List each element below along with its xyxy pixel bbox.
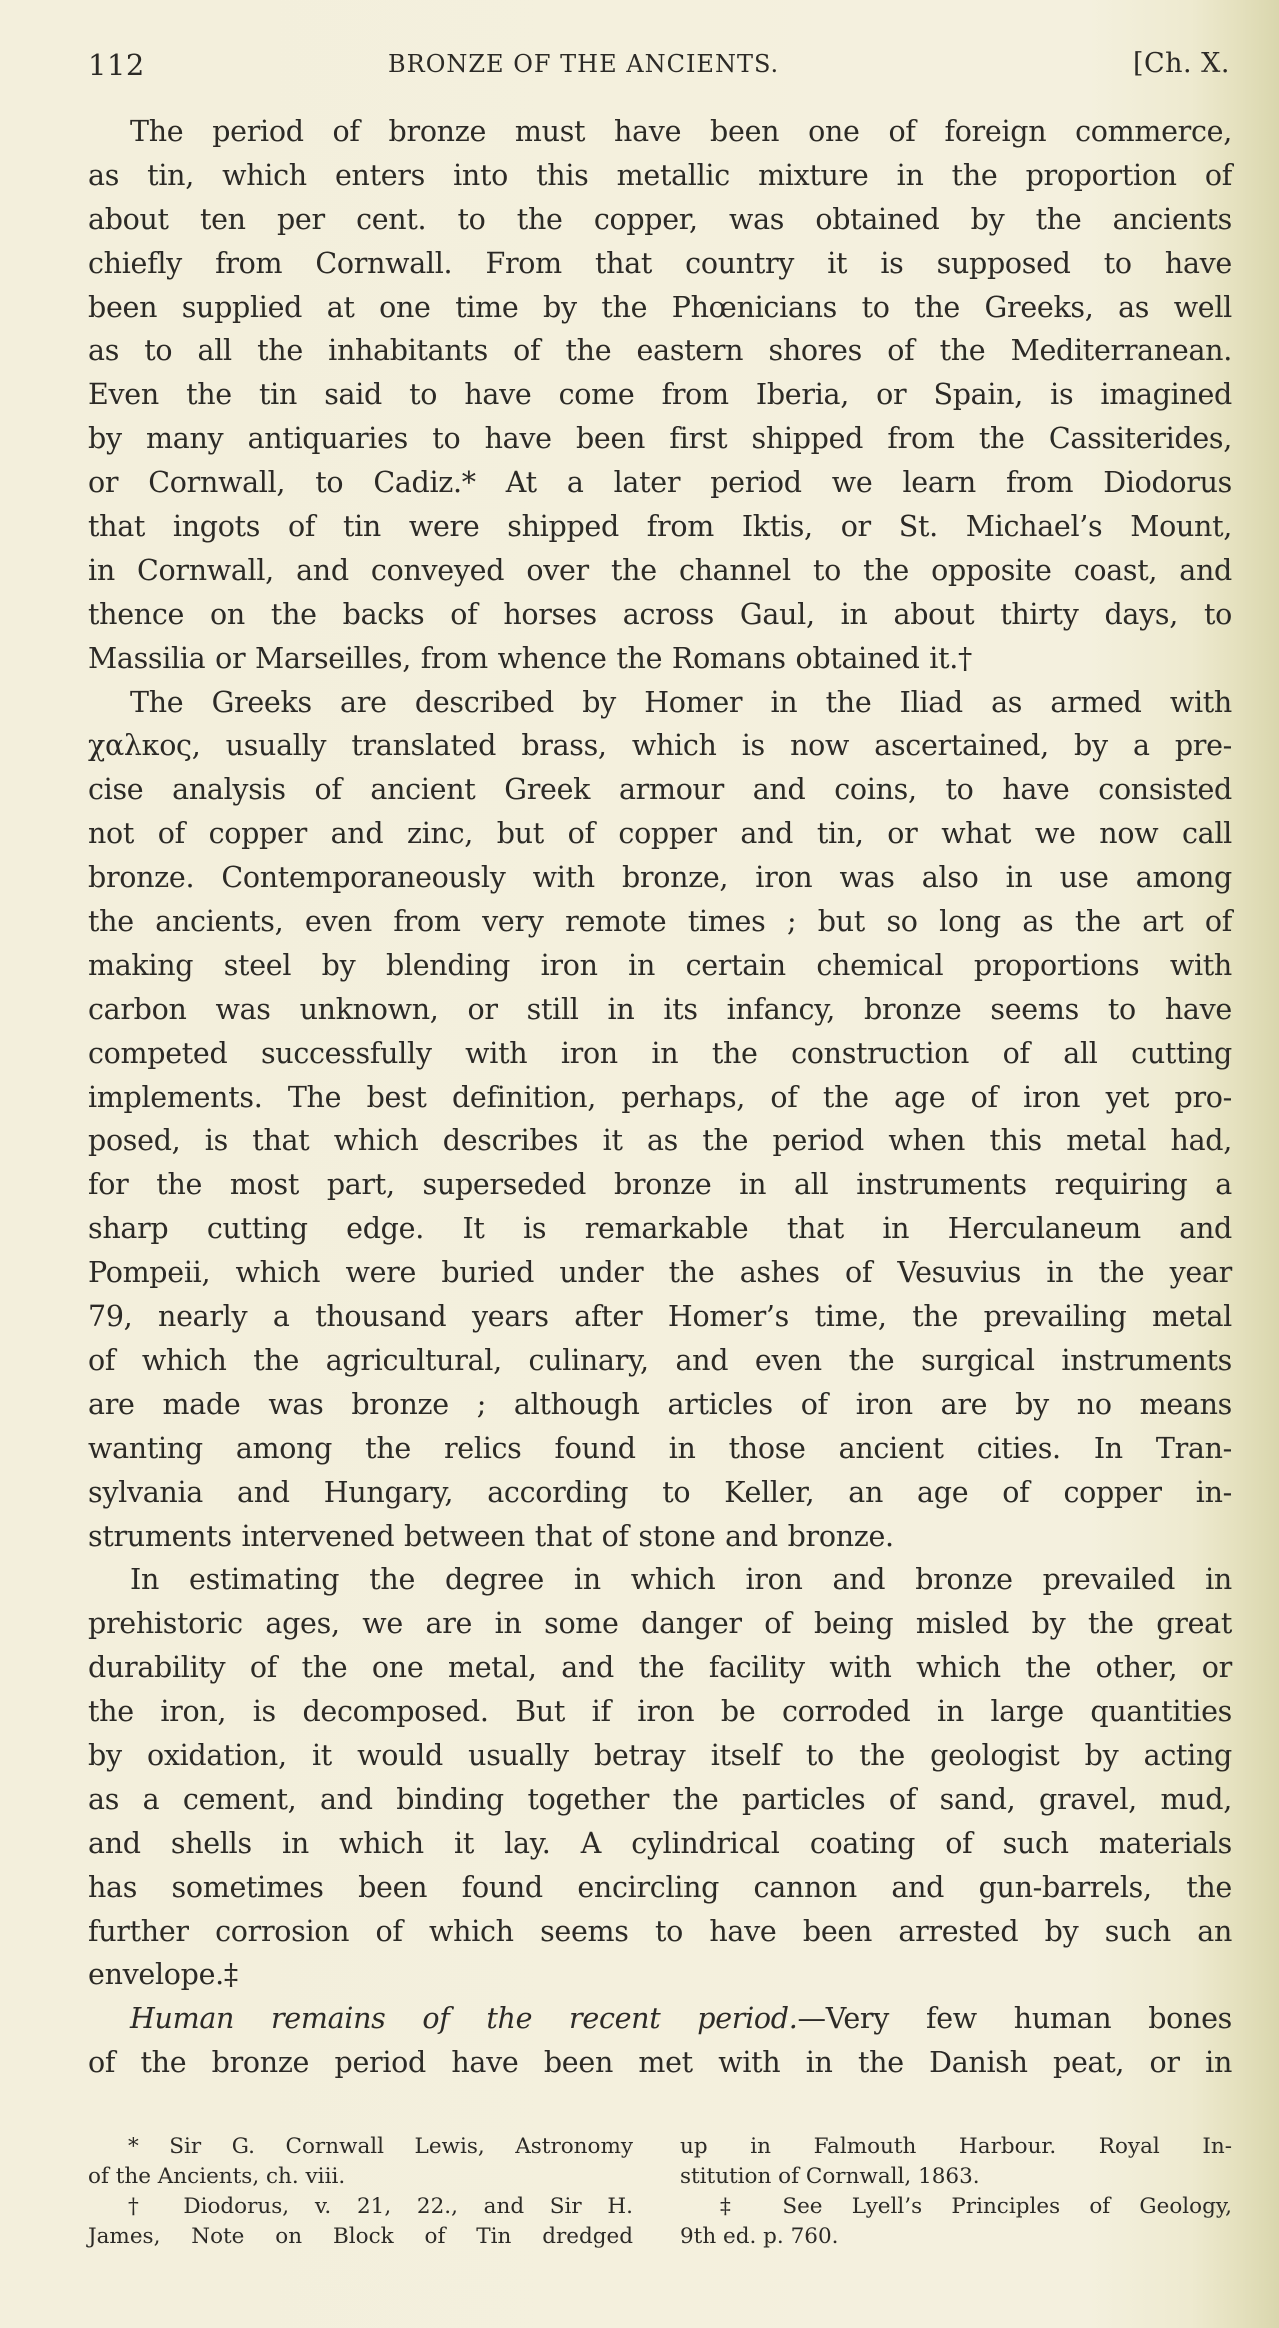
line-text: of which the agricultural, culinary, and even the surgical instruments	[88, 1343, 1232, 1377]
line-text: about ten per cent. to the copper, was obtained by the ancients	[88, 202, 1232, 236]
text-line	[88, 461, 1232, 505]
line-text: by oxidation, it would usually betray itself to the geologist by acting	[88, 1738, 1232, 1772]
line-text: making steel by blending iron in certain chemical proportions with	[88, 948, 1232, 982]
text-line	[88, 198, 1232, 242]
text-line	[88, 1471, 1232, 1515]
text-line	[88, 1251, 1232, 1295]
line-text: as a cement, and binding together the particles of sand, gravel, mud,	[88, 1782, 1232, 1816]
footnote-line: of the Ancients, ch. viii.	[88, 2164, 346, 2189]
footnote-line: 9th ed. p. 760.	[680, 2224, 839, 2249]
line-text: as to all the inhabitants of the eastern shores of the Mediterranean.	[88, 334, 1232, 368]
text-line	[88, 549, 1232, 593]
footnotes	[88, 2132, 1232, 2252]
line-text: Even the tin said to have come from Iberia, or Spain, is imagined	[88, 378, 1232, 412]
line-text: —Very few human bones	[797, 2002, 1232, 2036]
line-text: prehistoric ages, we are in some danger of being misled by the great	[88, 1607, 1232, 1641]
line-text: χαλκος, usually translated brass, which is now ascertained, by a pre-	[88, 729, 1232, 763]
footnote-line: † Diodorus, v. 21, 22., and Sir H.	[128, 2194, 633, 2219]
text-line	[88, 505, 1232, 549]
line-text: the ancients, even from very remote times ; but so long as the art of	[88, 905, 1232, 939]
line-text: been supplied at one time by the Phœnicians to the Greeks, as well	[88, 290, 1232, 324]
text-line	[88, 1163, 1232, 1207]
text-line	[88, 900, 1232, 944]
chapter-marker: [Ch. X.	[1132, 48, 1230, 79]
text-line	[88, 1602, 1232, 1646]
line-text: not of copper and zinc, but of copper and tin, or what we now call	[88, 817, 1232, 851]
running-title: BRONZE OF THE ANCIENTS.	[388, 50, 780, 78]
footnote-line: ‡ See Lyell’s Principles of Geology,	[720, 2194, 1232, 2219]
text-line	[88, 1427, 1232, 1471]
line-text: In estimating the degree in which iron and bronze prevailed in	[130, 1563, 1232, 1597]
footnotes-right-column	[680, 2132, 1232, 2252]
text-line	[88, 944, 1232, 988]
line-text: for the most part, superseded bronze in all instruments requiring a	[88, 1168, 1232, 1202]
line-text: Pompeii, which were buried under the ashes of Vesuvius in the year	[88, 1256, 1232, 1290]
line-text: competed successfully with iron in the construction of all cutting	[88, 1036, 1232, 1070]
text-line	[88, 1076, 1232, 1120]
text-line	[88, 637, 1232, 681]
page-number: 112	[88, 48, 145, 82]
line-text: further corrosion of which seems to have been arrested by such an	[88, 1914, 1232, 1948]
line-text: implements. The best definition, perhaps, of the age of iron yet pro-	[88, 1080, 1232, 1114]
line-text: durability of the one metal, and the facility with which the other, or	[88, 1651, 1232, 1685]
text-line	[88, 1032, 1232, 1076]
line-text: carbon was unknown, or still in its infancy, bronze seems to have	[88, 992, 1232, 1026]
text-line	[88, 417, 1232, 461]
text-line	[88, 373, 1232, 417]
text-line	[88, 593, 1232, 637]
line-text: envelope.‡	[88, 1958, 238, 1992]
line-text: in Cornwall, and conveyed over the channel to the opposite coast, and	[88, 553, 1232, 587]
line-text: or Cornwall, to Cadiz.* At a later period we learn from Diodorus	[88, 466, 1232, 500]
line-text: sharp cutting edge. It is remarkable that in Herculaneum and	[88, 1212, 1232, 1246]
text-line	[88, 1778, 1232, 1822]
line-text: of the bronze period have been met with in the Danish peat, or in	[88, 2046, 1232, 2080]
line-text: The period of bronze must have been one of foreign commerce,	[130, 115, 1232, 148]
line-text: bronze. Contemporaneously with bronze, iron was also in use among	[88, 861, 1232, 895]
running-header	[88, 48, 1232, 88]
line-text: are made was bronze ; although articles of iron are by no means	[88, 1387, 1232, 1421]
text-line	[88, 812, 1232, 856]
text-line	[88, 1339, 1232, 1383]
text-line	[88, 1207, 1232, 1251]
text-line	[88, 1119, 1232, 1163]
line-text: posed, is that which describes it as the period when this metal had,	[88, 1124, 1232, 1158]
text-line	[88, 988, 1232, 1032]
text-line	[88, 681, 1232, 725]
text-line	[88, 768, 1232, 812]
footnote-line: James, Note on Block of Tin dredged	[88, 2224, 633, 2249]
text-line	[88, 1515, 1232, 1559]
text-line	[88, 724, 1232, 768]
text-line	[88, 1734, 1232, 1778]
line-text: sylvania and Hungary, according to Keller, an age of copper in-	[88, 1475, 1232, 1509]
line-text: struments intervened between that of stone and bronze.	[88, 1519, 894, 1553]
line-text: that ingots of tin were shipped from Iktis, or St. Michael’s Mount,	[88, 510, 1232, 544]
footnote-line: up in Falmouth Harbour. Royal In-	[680, 2134, 1232, 2159]
line-text: cise analysis of ancient Greek armour and coins, to have consisted	[88, 773, 1232, 807]
text-line	[88, 1383, 1232, 1427]
footnote-line: stitution of Cornwall, 1863.	[680, 2164, 980, 2189]
line-text: as tin, which enters into this metallic mixture in the proportion of	[88, 158, 1232, 192]
text-line	[88, 2041, 1232, 2085]
line-text: by many antiquaries to have been first shipped from the Cassiterides,	[88, 422, 1232, 456]
body-text	[88, 110, 1232, 2085]
text-line	[88, 856, 1232, 900]
text-line	[88, 1953, 1232, 1997]
text-line	[88, 329, 1232, 373]
text-line	[88, 1558, 1232, 1602]
line-text: The Greeks are described by Homer in the Iliad as armed with	[130, 685, 1232, 719]
line-text: 79, nearly a thousand years after Homer’s time, the prevailing metal	[88, 1300, 1232, 1334]
line-text: has sometimes been found encircling cannon and gun-barrels, the	[88, 1870, 1232, 1904]
line-text: chiefly from Cornwall. From that country it is supposed to have	[88, 246, 1232, 280]
text-line	[88, 1910, 1232, 1954]
footnotes-left-column	[88, 2132, 633, 2252]
text-line	[88, 242, 1232, 286]
section-heading-italic: Human remains of the recent period.	[130, 2002, 798, 2036]
line-text: and shells in which it lay. A cylindrical coating of such materials	[88, 1826, 1232, 1860]
line-text: wanting among the relics found in those ancient cities. In Tran-	[88, 1431, 1232, 1465]
text-line	[88, 1690, 1232, 1734]
text-line	[88, 1295, 1232, 1339]
line-text: thence on the backs of horses across Gaul, in about thirty days, to	[88, 597, 1232, 631]
text-line	[88, 110, 1232, 154]
text-line	[88, 1822, 1232, 1866]
text-line	[88, 1866, 1232, 1910]
text-line	[88, 154, 1232, 198]
line-text: the iron, is decomposed. But if iron be corroded in large quantities	[88, 1695, 1232, 1729]
text-line	[88, 286, 1232, 330]
footnote-line: * Sir G. Cornwall Lewis, Astronomy	[128, 2134, 633, 2159]
text-line	[88, 1997, 1232, 2041]
line-text: Massilia or Marseilles, from whence the Romans obtained it.†	[88, 641, 972, 675]
text-line	[88, 1646, 1232, 1690]
